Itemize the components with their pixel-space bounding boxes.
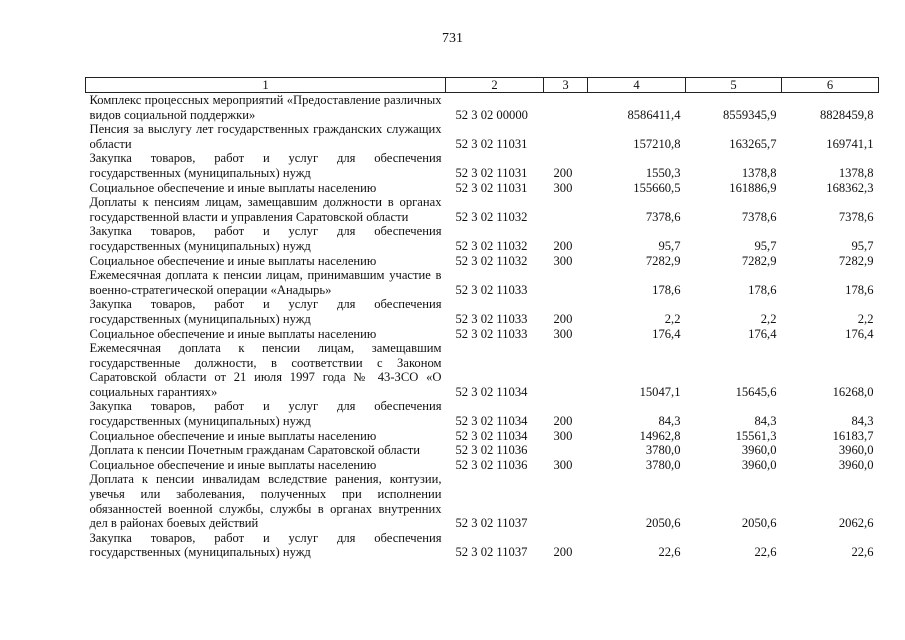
table-row	[86, 429, 879, 444]
row-value-cell: 95,7	[754, 238, 777, 253]
row-code-cell: 52 3 02 11036	[455, 443, 528, 458]
row-name-cell: Социальное обеспечение и иные выплаты населению	[89, 253, 377, 268]
row-value-cell: 163265,7	[729, 136, 777, 151]
row-value-cell: 84,3	[754, 414, 777, 429]
row-expense-type-cell: 200	[553, 414, 573, 429]
row-expense-type-cell: 300	[553, 326, 573, 341]
row-expense-type-cell	[544, 122, 588, 151]
row-value-cell: 22,6	[851, 545, 874, 560]
table-row	[86, 458, 879, 473]
budget-table	[85, 77, 879, 560]
row-code-cell: 52 3 02 11034	[455, 428, 528, 443]
row-value-cell: 15561,3	[735, 428, 777, 443]
header-cell-5: 5	[686, 78, 782, 93]
row-code-cell: 52 3 02 11034	[455, 384, 528, 399]
row-code-cell: 52 3 02 11031	[455, 165, 528, 180]
row-value-cell: 7378,6	[741, 209, 777, 224]
row-value-cell: 3960,0	[741, 443, 777, 458]
row-code-cell: 52 3 02 11033	[455, 282, 528, 297]
table-row	[86, 531, 879, 560]
row-code-cell: 52 3 02 11037	[455, 516, 528, 531]
row-code-cell: 52 3 02 11033	[455, 311, 528, 326]
table-row	[86, 93, 879, 123]
row-value-cell: 2050,6	[645, 516, 681, 531]
row-value-cell: 7378,6	[645, 209, 681, 224]
row-value-cell: 178,6	[652, 282, 681, 297]
row-value-cell: 14962,8	[639, 428, 681, 443]
row-code-cell: 52 3 02 11033	[455, 326, 528, 341]
table-row	[86, 268, 879, 297]
row-value-cell: 8828459,8	[819, 107, 874, 122]
row-value-cell: 3780,0	[645, 457, 681, 472]
row-value-cell: 1378,8	[838, 165, 874, 180]
row-value-cell: 15645,6	[735, 384, 777, 399]
header-cell-3: 3	[544, 78, 588, 93]
header-cell-1: 1	[86, 78, 446, 93]
row-value-cell: 2050,6	[741, 516, 777, 531]
row-value-cell: 161886,9	[729, 180, 777, 195]
row-expense-type-cell: 200	[553, 311, 573, 326]
row-expense-type-cell: 200	[553, 238, 573, 253]
row-value-cell: 157210,8	[633, 136, 681, 151]
row-value-cell: 7282,9	[741, 253, 777, 268]
row-value-cell: 176,4	[845, 326, 874, 341]
row-value-cell: 3960,0	[838, 443, 874, 458]
table-body	[86, 93, 879, 561]
row-name-cell: Ежемесячная доплата к пенсии лицам, принимавшим участие в военно-стратегической операции «Анадырь»	[89, 268, 442, 297]
table-row	[86, 254, 879, 269]
row-value-cell: 7378,6	[838, 209, 874, 224]
row-value-cell: 1550,3	[645, 165, 681, 180]
row-expense-type-cell: 300	[553, 253, 573, 268]
row-value-cell: 2062,6	[838, 516, 874, 531]
table-row	[86, 195, 879, 224]
header-cell-4: 4	[588, 78, 686, 93]
row-expense-type-cell	[544, 443, 588, 458]
row-name-cell: Комплекс процессных мероприятий «Предоставление различных видов социальной поддержки»	[89, 93, 442, 122]
page-number: 731	[442, 31, 463, 46]
row-name-cell: Ежемесячная доплата к пенсии лицам, замещавшим государственные должности, в соответствии с Законом Саратовской области от 21 июля 1997 года № 43-ЗСО «О социальных гарантиях»	[89, 341, 442, 399]
row-code-cell: 52 3 02 00000	[455, 107, 528, 122]
row-value-cell: 3960,0	[741, 457, 777, 472]
row-name-cell: Социальное обеспечение и иные выплаты населению	[89, 428, 377, 443]
row-name-cell: Закупка товаров, работ и услуг для обеспечения государственных (муниципальных) нужд	[89, 297, 442, 326]
row-name-cell: Социальное обеспечение и иные выплаты населению	[89, 326, 377, 341]
row-value-cell: 8586411,4	[627, 107, 681, 122]
table-row	[86, 297, 879, 326]
row-value-cell: 2,2	[760, 311, 777, 326]
row-value-cell: 7282,9	[645, 253, 681, 268]
row-value-cell: 8559345,9	[722, 107, 777, 122]
row-code-cell: 52 3 02 11032	[455, 253, 528, 268]
row-name-cell: Закупка товаров, работ и услуг для обеспечения государственных (муниципальных) нужд	[89, 399, 442, 429]
row-value-cell: 178,6	[845, 282, 874, 297]
table-row	[86, 472, 879, 530]
row-value-cell: 169741,1	[826, 136, 874, 151]
table-row	[86, 327, 879, 342]
row-expense-type-cell	[544, 268, 588, 297]
row-code-cell: 52 3 02 11031	[455, 136, 528, 151]
row-name-cell: Социальное обеспечение и иные выплаты населению	[89, 180, 377, 195]
row-value-cell: 95,7	[851, 238, 874, 253]
row-value-cell: 176,4	[652, 326, 681, 341]
row-value-cell: 22,6	[658, 545, 681, 560]
row-value-cell: 84,3	[658, 414, 681, 429]
row-expense-type-cell	[544, 472, 588, 530]
row-code-cell: 52 3 02 11032	[455, 238, 528, 253]
row-value-cell: 2,2	[857, 311, 874, 326]
row-value-cell: 16268,0	[832, 384, 874, 399]
row-code-cell: 52 3 02 11034	[455, 414, 528, 429]
row-code-cell: 52 3 02 11036	[455, 457, 528, 472]
row-value-cell: 1378,8	[741, 165, 777, 180]
row-value-cell: 168362,3	[826, 180, 874, 195]
row-value-cell: 22,6	[754, 545, 777, 560]
row-value-cell: 84,3	[851, 414, 874, 429]
row-value-cell: 178,6	[748, 282, 777, 297]
row-expense-type-cell	[544, 341, 588, 399]
row-value-cell: 176,4	[748, 326, 777, 341]
row-code-cell: 52 3 02 11031	[455, 180, 528, 195]
row-name-cell: Доплата к пенсии инвалидам вследствие ранения, контузии, увечья или заболевания, полученных при исполнении обязанностей военной службы, службы в органах внутренних дел в районах боевых действий	[89, 472, 442, 531]
row-value-cell: 2,2	[664, 311, 681, 326]
header-row	[86, 78, 879, 93]
row-value-cell: 16183,7	[832, 428, 874, 443]
row-name-cell: Социальное обеспечение и иные выплаты населению	[89, 457, 377, 472]
row-value-cell: 155660,5	[633, 180, 681, 195]
row-name-cell: Доплаты к пенсиям лицам, замещавшим должности в органах государственной власти и управления Саратовской области	[89, 195, 442, 224]
row-name-cell: Доплата к пенсии Почетным гражданам Саратовской области	[89, 443, 421, 458]
row-value-cell: 15047,1	[639, 384, 681, 399]
header-cell-6: 6	[782, 78, 879, 93]
row-name-cell: Пенсия за выслугу лет государственных гражданских служащих области	[89, 122, 442, 151]
header-cell-2: 2	[446, 78, 544, 93]
row-name-cell: Закупка товаров, работ и услуг для обеспечения государственных (муниципальных) нужд	[89, 224, 442, 253]
row-expense-type-cell: 200	[553, 545, 573, 560]
row-value-cell: 3960,0	[838, 457, 874, 472]
table-row	[86, 151, 879, 180]
row-value-cell: 3780,0	[645, 443, 681, 458]
table-row	[86, 181, 879, 196]
table-row	[86, 341, 879, 399]
row-code-cell: 52 3 02 11037	[455, 545, 528, 560]
table-row	[86, 122, 879, 151]
row-name-cell: Закупка товаров, работ и услуг для обеспечения государственных (муниципальных) нужд	[89, 530, 442, 560]
row-name-cell: Закупка товаров, работ и услуг для обеспечения государственных (муниципальных) нужд	[89, 151, 442, 180]
row-code-cell: 52 3 02 11032	[455, 209, 528, 224]
table-row	[86, 399, 879, 428]
row-expense-type-cell: 300	[553, 457, 573, 472]
row-expense-type-cell	[544, 93, 588, 123]
row-value-cell: 7282,9	[838, 253, 874, 268]
row-expense-type-cell: 300	[553, 428, 573, 443]
table-row	[86, 224, 879, 253]
row-value-cell: 95,7	[658, 238, 681, 253]
row-expense-type-cell	[544, 195, 588, 224]
row-expense-type-cell: 200	[553, 165, 573, 180]
table-row	[86, 443, 879, 458]
row-expense-type-cell: 300	[553, 180, 573, 195]
